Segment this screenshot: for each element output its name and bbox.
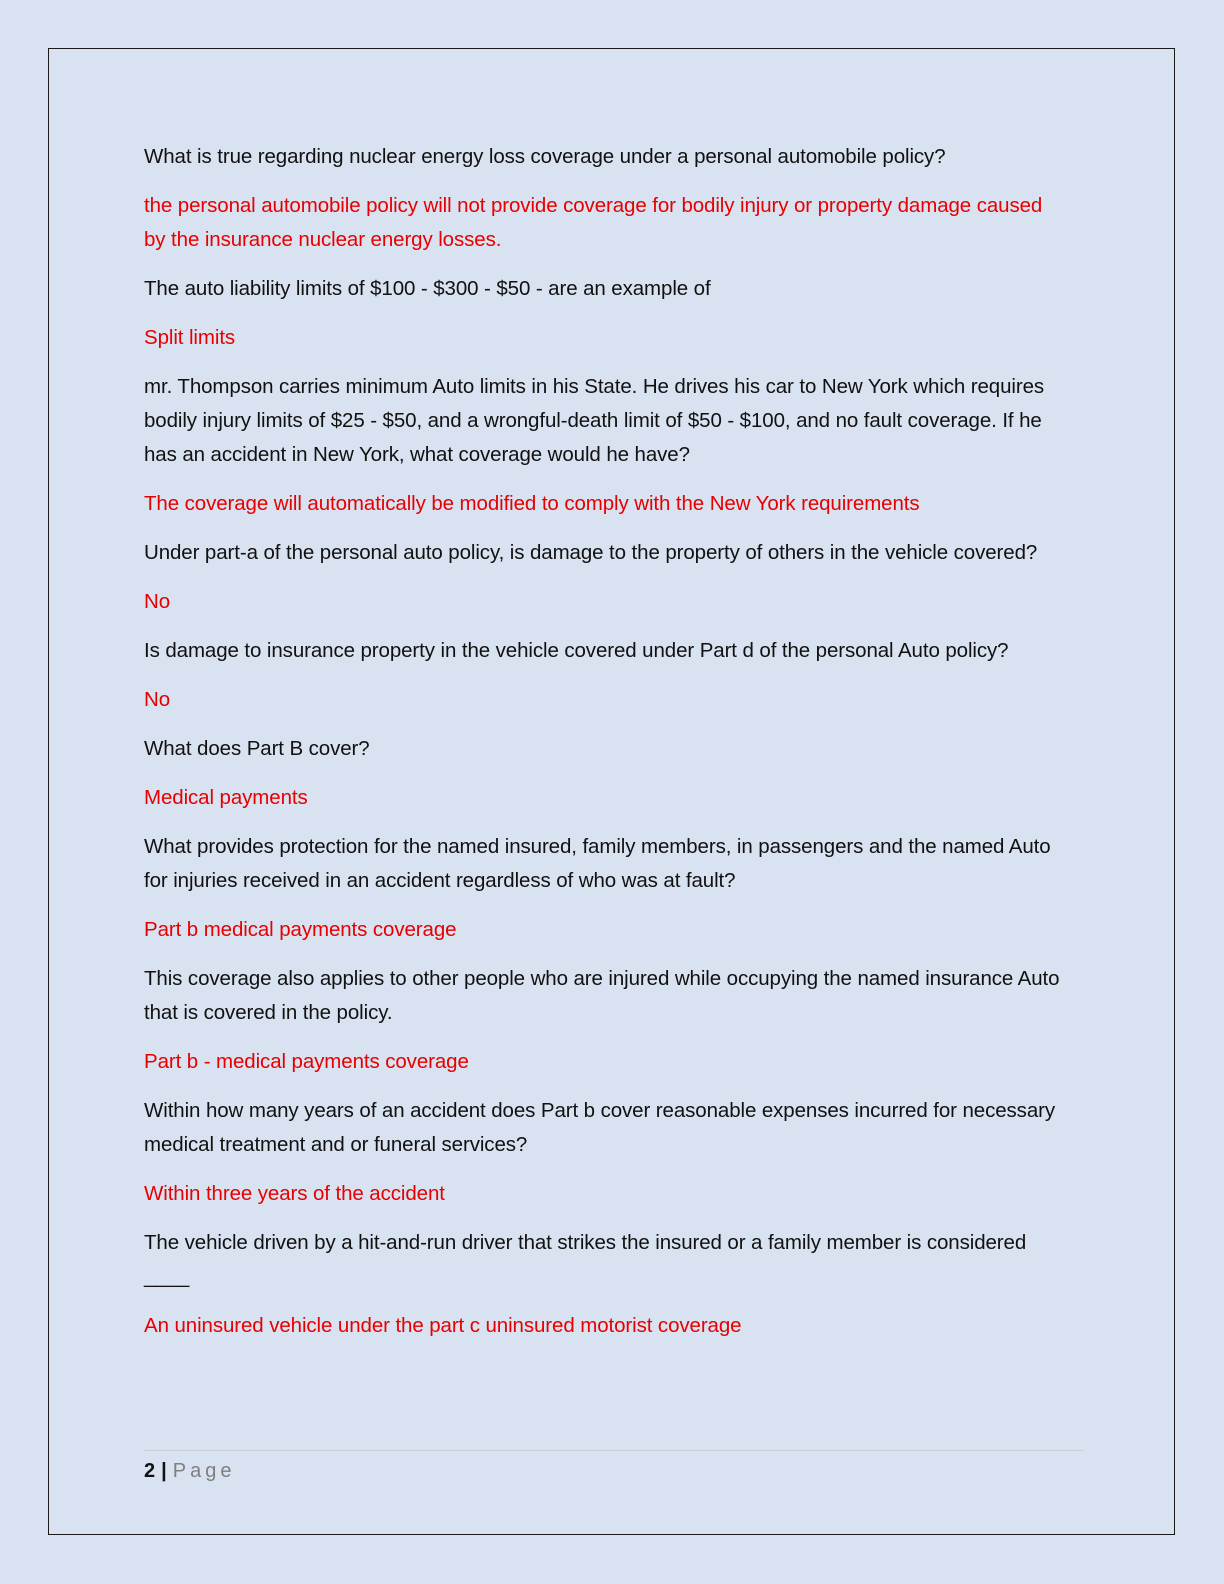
question-10: The vehicle driven by a hit-and-run driver that strikes the insured or a family member is considered ____ bbox=[144, 1231, 1027, 1288]
answer-10: An uninsured vehicle under the part c uninsured motorist coverage bbox=[144, 1314, 742, 1337]
answer-4: No bbox=[144, 590, 171, 613]
answer-8: Part b - medical payments coverage bbox=[144, 1050, 469, 1073]
answer-2: Split limits bbox=[144, 326, 236, 349]
answer-3: The coverage will automatically be modified to comply with the New York requirements bbox=[144, 492, 920, 515]
footer-separator: | bbox=[161, 1460, 167, 1482]
answer-5: No bbox=[144, 688, 171, 711]
answer-6: Medical payments bbox=[144, 786, 308, 809]
question-5: Is damage to insurance property in the vehicle covered under Part d of the personal Auto policy? bbox=[144, 639, 1009, 662]
document-body bbox=[144, 140, 1069, 1358]
page-label: Page bbox=[172, 1460, 236, 1482]
answer-1: the personal automobile policy will not provide coverage for bodily injury or property damage caused by the insurance nuclear energy losses. bbox=[144, 194, 1043, 251]
question-3: mr. Thompson carries minimum Auto limits in his State. He drives his car to New York which requires bodily injury limits of $25 - $50, and a wrongful-death limit of $50 - $100, and no fault coverage. If he has an accident in New York, what coverage would he have? bbox=[144, 375, 1045, 466]
footer-divider bbox=[144, 1450, 1084, 1451]
answer-9: Within three years of the accident bbox=[144, 1182, 445, 1205]
question-1: What is true regarding nuclear energy loss coverage under a personal automobile policy? bbox=[144, 145, 946, 168]
question-4: Under part-a of the personal auto policy, is damage to the property of others in the vehicle covered? bbox=[144, 541, 1038, 564]
question-6: What does Part B cover? bbox=[144, 737, 370, 760]
page-footer bbox=[144, 1456, 235, 1486]
question-8: This coverage also applies to other people who are injured while occupying the named insurance Auto that is covered in the policy. bbox=[144, 967, 1060, 1024]
page-number: 2 bbox=[144, 1460, 156, 1482]
answer-7: Part b medical payments coverage bbox=[144, 918, 457, 941]
question-9: Within how many years of an accident does Part b cover reasonable expenses incurred for necessary medical treatment and or funeral services? bbox=[144, 1099, 1055, 1156]
question-2: The auto liability limits of $100 - $300 - $50 - are an example of bbox=[144, 277, 711, 300]
question-7: What provides protection for the named insured, family members, in passengers and the named Auto for injuries received in an accident regardless of who was at fault? bbox=[144, 835, 1051, 892]
